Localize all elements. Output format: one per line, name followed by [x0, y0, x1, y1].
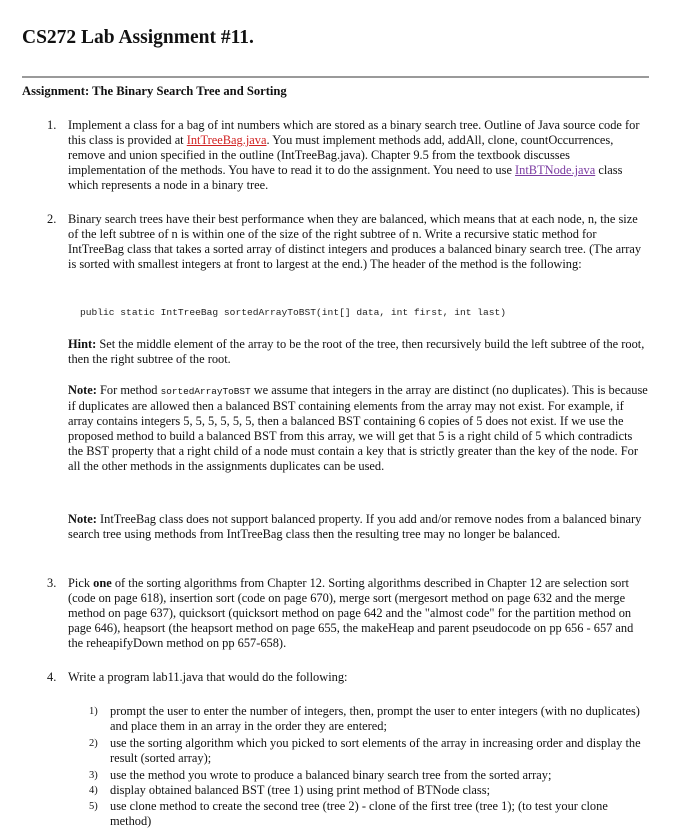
step-text: display obtained balanced BST (tree 1) using print method of BTNode class;: [110, 783, 491, 797]
step-number: 5): [89, 801, 98, 812]
step-text: use clone method to create the second tree (tree 2) - clone of the first tree (tree 1); (to test your clone method): [110, 799, 608, 828]
item-1-text-part: class which represents a node in a binary tree.: [68, 163, 623, 192]
assignment-subtitle: Assignment: The Binary Search Tree and Sorting: [22, 84, 287, 98]
note-text: For method: [96, 383, 161, 397]
step-text: prompt the user to enter the number of integers, then, prompt the user to enter integers (with no duplicates) and place them in an array in the order they are entered;: [110, 704, 640, 733]
item-2-text: Binary search trees have their best performance when they are balanced, which means that at each node, n, the size of the left subtree of n is within one of the size of the right subtree of n. Write a recursive static method for IntTreeBag class that takes a sorted array of distinct integers and produces a balanced binary search tree. (The array is sorted with smallest integers at front to largest at the end.) The header of the method is the following:: [68, 212, 642, 271]
item-3-bold: one: [93, 576, 112, 590]
item-3-number: 3.: [47, 576, 57, 590]
hint-paragraph: [68, 337, 650, 367]
note-paragraph-2: [68, 512, 650, 542]
item-1-text-part: . You must implement methods add, addAll, clone, countOccurrences, remove and union specified in the outline (IntTreeBag.java). Chapter 9.5 from the textbook discusses implementation of the methods. You have to read it to do the assignment. You need to use: [68, 133, 614, 177]
note-text: IntTreeBag class does not support balanced property. If you add and/or remove nodes from a balanced binary search tree using methods from IntTreeBag class then the resulting tree may no longer be balanced.: [68, 512, 642, 541]
step-text: use the sorting algorithm which you picked to sort elements of the array in increasing order and display the result (sorted array);: [110, 736, 641, 765]
item-1-text: [68, 118, 650, 193]
page-title: CS272 Lab Assignment #11.: [22, 27, 254, 48]
item-4-text: Write a program lab11.java that would do the following:: [68, 670, 348, 684]
hint-text: Set the middle element of the array to be the root of the tree, then recursively build the left subtree of the root, then the right subtree of the root.: [68, 337, 645, 366]
title-divider: [22, 76, 649, 78]
item-3-text: [68, 576, 650, 651]
note-label: Note:: [68, 383, 97, 397]
hint-label: Hint:: [68, 337, 97, 351]
item-3-text-part: Pick: [68, 576, 94, 590]
item-1-text-part: Implement a class for a bag of int numbers which are stored as a binary search tree. Outline of Java source code for this class is provided at: [68, 118, 640, 147]
note-label: Note:: [68, 512, 97, 526]
intbtnode-java-link[interactable]: IntBTNode.java: [515, 163, 596, 177]
step-number: 2): [89, 738, 98, 749]
method-header-code: public static IntTreeBag sortedArrayToBST(int[] data, int first, int last): [80, 307, 507, 318]
step-number: 1): [89, 706, 98, 717]
inline-code: sortedArrayToBST: [160, 386, 251, 397]
item-2-number: 2.: [47, 212, 57, 226]
inttreebag-java-link[interactable]: IntTreeBag.java: [186, 133, 267, 147]
step-text: use the method you wrote to produce a balanced binary search tree from the sorted array;: [110, 768, 552, 782]
item-4-number: 4.: [47, 670, 57, 684]
note-text: we assume that integers in the array are distinct (no duplicates). This is because if duplicates are allowed then a balanced BST containing elements from the array may not exist. For example, if array contains integers 5, 5, 5, 5, 5, 5, then a balanced BST containing 6 copies of 5 does not exist. If we use the proposed method to build a balanced BST from this array, we will get that 5 is a right child of 5 which contradicts the BST property that a right child of a node must contain a key that is strictly greater than the key of the node. For all the other methods in the assignments duplicates can be used.: [68, 383, 648, 473]
item-3-text-part: of the sorting algorithms from Chapter 12. Sorting algorithms described in Chapter 12 are selection sort (code on page 618), insertion sort (code on page 670), merge sort (mergesort method on page 632 and the merge method on page 637), quicksort (quicksort method on page 642 and the "almost code" for the partition method on page 646), heapsort (the heapsort method on page 655, the makeHeap and parent pseudocode on pp 656 - 657 and the reheapifyDown method on pp 657-658).: [68, 576, 634, 650]
step-number: 3): [89, 770, 98, 781]
step-number: 4): [89, 785, 98, 796]
note-paragraph-1: [68, 383, 650, 474]
item-1-number: 1.: [47, 118, 57, 132]
